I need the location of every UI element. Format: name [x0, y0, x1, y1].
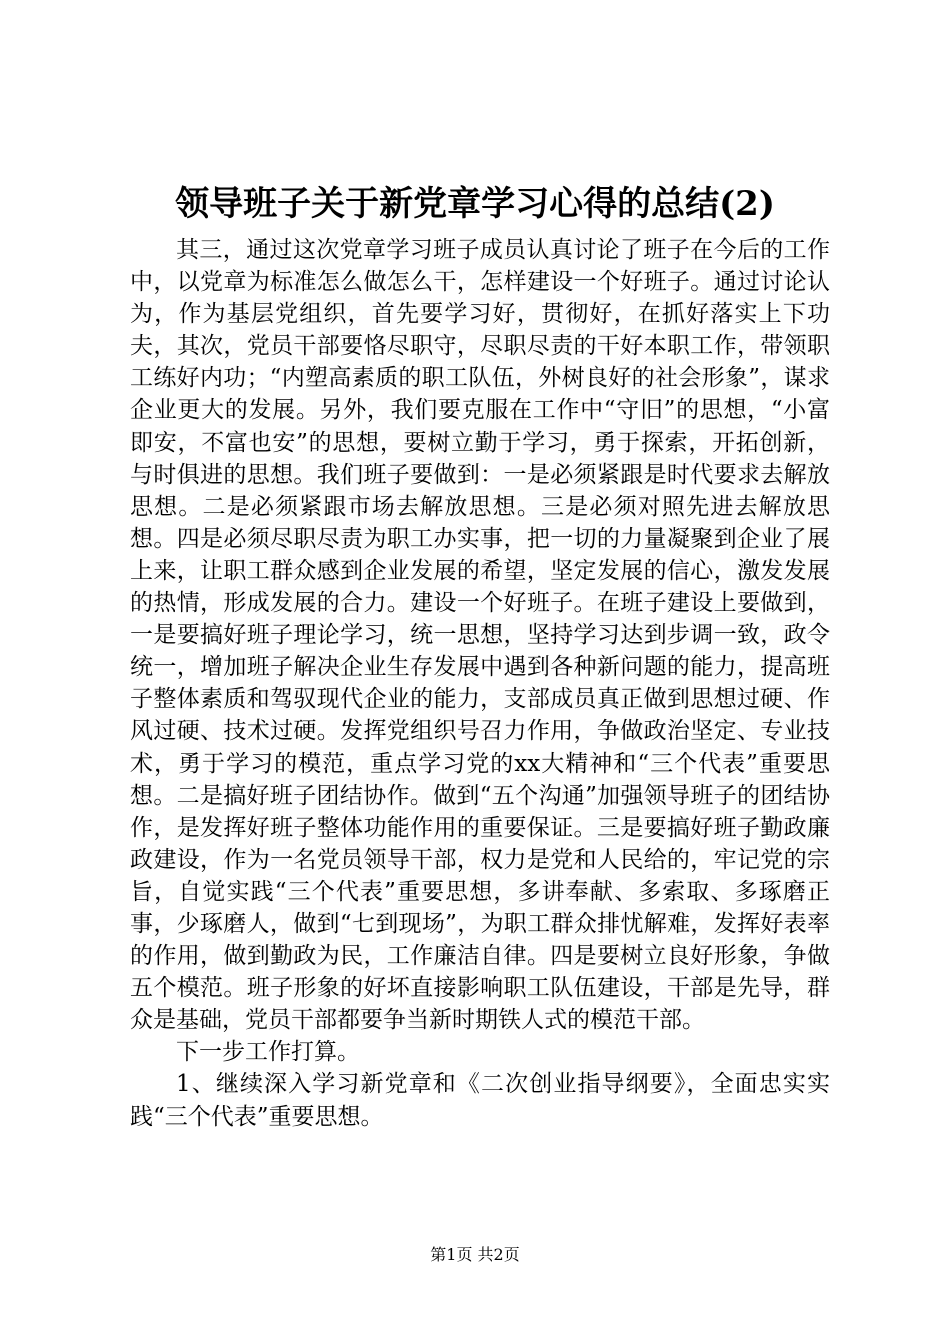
page-footer: 第1页 共2页	[430, 1245, 520, 1264]
document-title: 领导班子关于新党章学习心得的总结(2)	[175, 184, 775, 224]
paragraph-next-steps-heading: 下一步工作打算。	[176, 1039, 360, 1066]
paragraph-item-1: 1、继续深入学习新党章和《二次创业指导纲要》，全面忠实实践“三个代表”重要思想。	[130, 1071, 830, 1130]
paragraph-main: 其三，通过这次党章学习班子成员认真讨论了班子在今后的工作中，以党章为标准怎么做怎么干，怎样建设一个好班子。通过讨论认为，作为基层党组织，首先要学习好，贯彻好，在抓好落实上下功夫，其次，党员干部要恪尽职守，尽职尽责的干好本职工作，带领职工练好内功；“内塑高素质的职工队伍，外树良好的社会形象”，谋求企业更大的发展。另外，我们要克服在工作中“守旧”的思想，“小富即安，不富也安”的思想，要树立勤于学习，勇于探索，开拓创新，与时俱进的思想。我们班子要做到：一是必须紧跟是时代要求去解放思想。二是必须紧跟市场去解放思想。三是必须对照先进去解放思想。四是必须尽职尽责为职工办实事，把一切的力量凝聚到企业了展上来，让职工群众感到企业发展的希望，坚定发展的信心，激发发展的热情，形成发展的合力。建设一个好班子。在班子建设上要做到，一是要搞好班子理论学习，统一思想，坚持学习达到步调一致，政令统一，增加班子解决企业生存发展中遇到各种新问题的能力，提高班子整体素质和驾驭现代企业的能力，支部成员真正做到思想过硬、作风过硬、技术过硬。发挥党组织号召力作用，争做政治坚定、专业技术，勇于学习的模范，重点学习党的xx大精神和“三个代表”重要思想。二是搞好班子团结协作。做到“五个沟通”加强领导班子的团结协作，是发挥好班子整体功能作用的重要保证。三是要搞好班子勤政廉政建设，作为一名党员领导干部，权力是党和人民给的，牢记党的宗旨，自觉实践“三个代表”重要思想，多讲奉献、多索取、多琢磨正事，少琢磨人，做到“七到现场”，为职工群众排忧解难，发挥好表率的作用，做到勤政为民，工作廉洁自律。四是要树立良好形象，争做五个模范。班子形象的好坏直接影响职工队伍建设，干部是先导，群众是基础，党员干部都要争当新时期铁人式的模范干部。	[130, 237, 830, 1034]
document-body	[130, 234, 830, 1133]
